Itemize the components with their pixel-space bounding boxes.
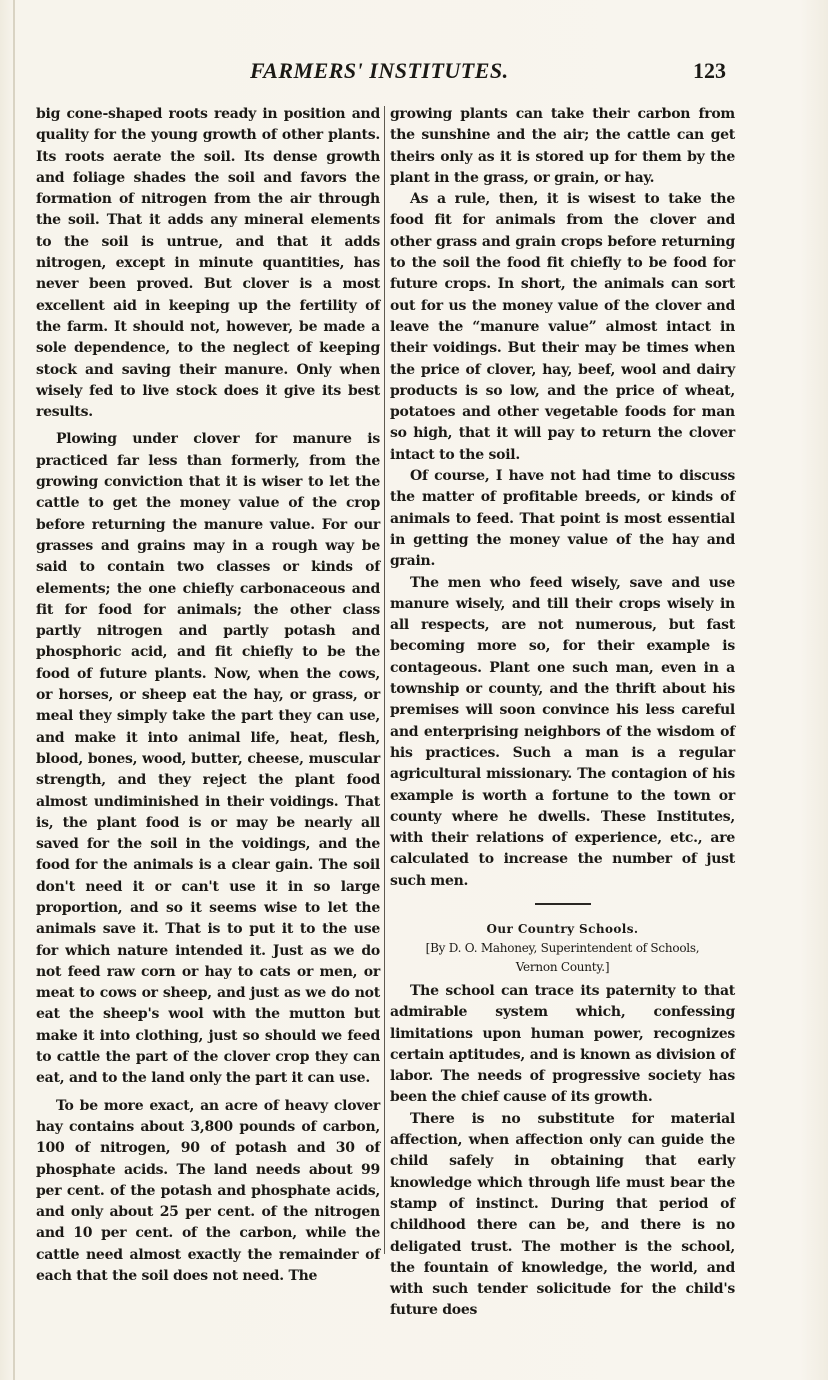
section-heading: Our Country Schools. <box>486 921 639 936</box>
paragraph: The men who feed wisely, save and use manure wisely, and till their crops wisely in all respects, are not numerous, but fast becoming more so, for their example is contageous. Plant one such man, even in a township or county, and the thrift about his premises will soon convince his less careful and enterprising neighbors of the wisdom of his practices. Such a man is a regular agricultural missionary. The contagion of his example is worth a fortune to the town or county where he dwells. These Institutes, with their relations of experience, etc., are calculated to increase the number of just such men. <box>390 574 735 889</box>
paragraph: Of course, I have not had time to discuss the matter of profitable breeds, or kinds of animals to feed. That point is most essential in getting the money value of the hay and grain. <box>390 468 735 570</box>
paragraph: Plowing under clover for manure is practiced far less than formerly, from the growing conviction that it is wiser to let the cattle to get the money value of the crop before returning the manure value. For our grasses and grains may in a rough way be said to contain two classes or kinds of elements; the one chiefly carbonaceous and fit for food for animals; the other class partly nitrogen and partly potash and phosphoric acid, and fit chiefly to be the food of future plants. Now, when the cows, or horses, or sheep eat the hay, or grass, or meal they simply take the part they can use, and make it into animal life, heat, flesh, blood, bones, wood, butter, cheese, muscular strength, and they reject the plant food almost undiminished in their voidings. That is, the plant food is or may be nearly all saved for the soil in the voidings, and the food for the animals is a clear gain. The soil don't need it or can't use it in so large proportion, and so it seems wise to let the animals save it. That is to put it to the use for which nature intended it. Just as we do not feed raw corn or hay to cats or men, or meat to cows or sheep, and just as we do not eat the sheep's wool with the mutton but make it into clothing, just so should we feed to cattle the part of the clover crop they can eat, and to the land only the part it can use. <box>36 431 380 1087</box>
paragraph: growing plants can take their carbon from the sunshine and the air; the cattle can get theirs only as it is stored up for them by the plant in the grass, or grain, or hay. <box>390 106 735 186</box>
paragraph: big cone-shaped roots ready in position and quality for the young growth of other plants. Its roots aerate the soil. Its dense growth and foliage shades the soil and favors the formation of nitrogen from the air through the soil. That it adds any mineral elements to the soil is untrue, and that it adds nitrogen, except in minute quantities, has never been proved. But clover is a most excellent aid in keeping up the fertility of the farm. It should not, however, be made a sole dependence, to the neglect of keeping stock and saving their manure. Only when wisely fed to live stock does it give its best results. <box>36 106 380 421</box>
running-head <box>0 58 828 88</box>
right-column <box>390 104 735 1322</box>
paragraph: There is no substitute for material affection, when affection only can guide the child safely in obtaining that early knowledge which through life must bear the stamp of instinct. During that period of childhood there can be, and there is no deligated trust. The mother is the school, the fountain of knowledge, the world, and with such tender solicitude for the child's future does <box>390 1110 735 1319</box>
page-number: 123 <box>693 58 726 83</box>
section-separator <box>535 903 591 905</box>
paragraph: The school can trace its paternity to that admirable system which, confessing limitations upon human power, recognizes certain aptitudes, and is known as division of labor. The needs of progressive society has been the chief cause of its growth. <box>390 982 735 1106</box>
column-divider <box>384 106 385 1254</box>
page-gutter-edge <box>13 0 15 1380</box>
byline <box>390 939 735 977</box>
byline-line: Vernon County.] <box>515 959 610 974</box>
paragraph: As a rule, then, it is wisest to take the food fit for animals from the clover and other grass and grain crops before returning to the soil the food fit chiefly to be food for future crops. In short, the animals can sort out for us the money value of the clover and leave the “manure value” almost intact in their voidings. But their may be times when the price of clover, hay, beef, wool and dairy products is so low, and the price of wheat, potatoes and other vegetable foods for man so high, that it will pay to return the clover intact to the soil. <box>390 191 735 463</box>
left-column <box>36 104 380 1287</box>
byline-line: [By D. O. Mahoney, Superintendent of Schools, <box>425 940 700 955</box>
running-head-title: FARMERS' INSTITUTES. <box>250 58 509 83</box>
paragraph: To be more exact, an acre of heavy clover hay contains about 3,800 pounds of carbon, 100 of nitrogen, 90 of potash and 30 of phosphate acids. The land needs about 99 per cent. of the potash and phosphate acids, and only about 25 per cent. of the nitrogen and 10 per cent. of the carbon, while the cattle need almost exactly the remainder of each that the soil does not need. The <box>36 1097 380 1285</box>
